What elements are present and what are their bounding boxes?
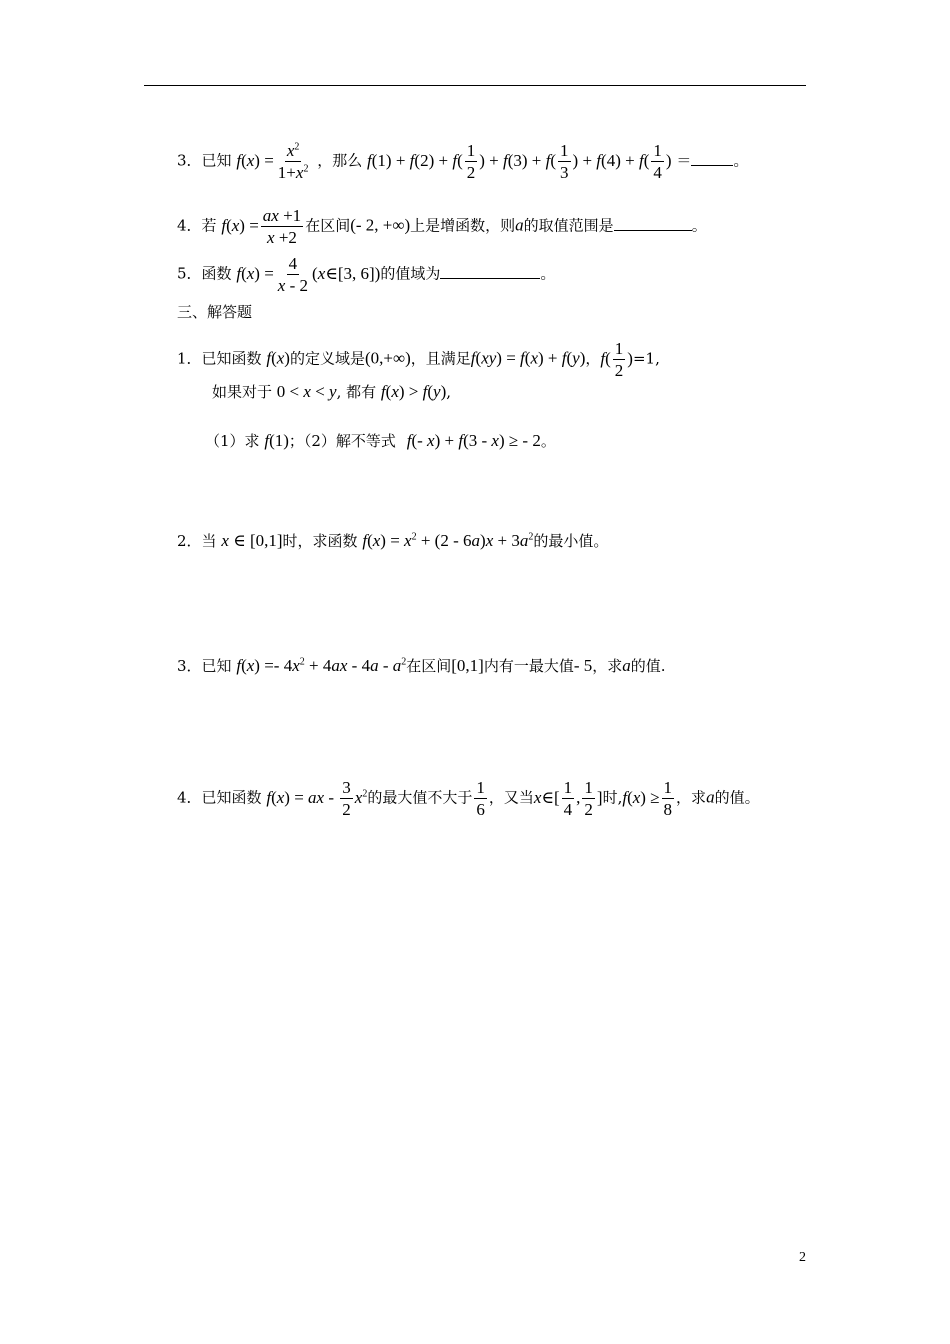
formula: $\frac{1}{6}$ — [476, 778, 485, 820]
item-text: ；（2）解不等式 — [288, 432, 396, 450]
item-text: ， — [585, 349, 601, 368]
item-text: 。 — [540, 432, 556, 450]
formula: - 5 — [573, 656, 593, 675]
item-number: 5． — [177, 264, 202, 283]
problem-1-line-3 — [205, 430, 556, 451]
item-text: 内有一最大值 — [483, 657, 574, 675]
item-text: 若 — [201, 216, 217, 235]
formula-fx: f(x) = $\frac{ax +1}{x +2}$ — [221, 206, 302, 248]
formula-a: a — [515, 215, 524, 235]
item-text: ＝ — [676, 151, 692, 170]
item-text: 函数 — [201, 264, 232, 283]
item-text: 。 — [540, 264, 556, 283]
problem-3 — [177, 655, 666, 676]
page-number: 2 — [799, 1250, 806, 1265]
problem-1-line-1 — [177, 338, 660, 382]
item-number: 2． — [177, 532, 202, 550]
item-text: 已知 — [201, 657, 232, 675]
item-text: 的值域为 — [380, 264, 441, 283]
formula: x∈[ $\frac{1}{4}$ , $\frac{1}{2}$ ] — [533, 778, 603, 820]
item-text: 时，求函数 — [282, 532, 358, 550]
formula-sum: f(1) + f(2) + f( $\frac{1}{2}$ ) + f(3) + f( $\frac{1}{3}$ ) + f(4) + f( $\frac{1}{4}$ ) — [367, 141, 672, 183]
formula: f(xy) = f(x) + f(y) — [470, 348, 586, 368]
item-text: 的定义域是 — [289, 349, 365, 368]
item-text: 已知 — [201, 151, 232, 170]
item-text: , 都有 — [336, 383, 377, 401]
answer-blank[interactable] — [440, 277, 540, 279]
item-text: 。 — [733, 151, 749, 170]
formula: f( $\frac{1}{2}$ ) — [600, 339, 633, 381]
item-text: 如果对于 — [212, 383, 273, 401]
header-rule — [144, 85, 806, 86]
item-text: 已知函数 — [201, 788, 262, 807]
formula: (0,+∞) — [364, 348, 411, 368]
answer-blank[interactable] — [691, 164, 733, 166]
problem-4 — [177, 777, 760, 821]
item-text: , — [446, 383, 452, 401]
item-text: 。 — [691, 216, 707, 235]
item-text: 的值。 — [714, 788, 760, 807]
item-text: ，求 — [592, 657, 623, 675]
item-text: 已知函数 — [201, 349, 262, 368]
formula: f(x) = ax - $\frac{3}{2}$ $x^2$ — [266, 778, 368, 820]
item-text: 在区间 — [305, 216, 351, 235]
formula: [0,1] — [451, 656, 484, 675]
item-text: ，求 — [676, 788, 707, 807]
item-number: 3． — [177, 151, 202, 170]
item-text: 上是增函数，则 — [410, 216, 516, 235]
formula: 0 < x < y — [276, 382, 337, 401]
item-number: 3． — [177, 657, 202, 675]
formula: f(x) > f(y) — [380, 382, 447, 401]
formula-interval: (- 2, +∞) — [350, 215, 411, 235]
answer-blank[interactable] — [614, 229, 692, 231]
formula: $f(x) =- 4x^2 + 4ax - 4a - a^2$ — [236, 656, 407, 675]
item-text: 时, — [602, 788, 623, 807]
formula-a: a — [706, 787, 715, 807]
section-heading: 三、解答题 — [177, 303, 253, 321]
item-text: =1, — [632, 349, 660, 368]
formula-a: a — [622, 656, 631, 675]
formula-fx: f(x) = $\frac{4}{x - 2}$ (x∈[3, 6]) — [236, 254, 381, 296]
item-text: ，那么 — [317, 151, 363, 170]
item-text: 当 — [201, 532, 217, 550]
formula-fx: f(x) = $\frac{x^2}{1+x^2}$ — [236, 141, 309, 183]
item-text: 的取值范围是 — [523, 216, 614, 235]
formula: f(- x) + f(3 - x) ≥ - 2 — [406, 431, 541, 450]
item-text: ，且满足 — [410, 349, 471, 368]
item-number: 4． — [177, 216, 202, 235]
item-text: ，又当 — [488, 788, 534, 807]
item-text: （1）求 — [205, 432, 260, 450]
problem-1-line-2 — [212, 381, 451, 402]
item-number: 4． — [177, 788, 202, 807]
item-text: 在区间 — [406, 657, 452, 675]
fill-item-4 — [177, 205, 707, 249]
problem-2 — [177, 530, 608, 551]
formula: f(1) — [264, 431, 289, 450]
formula: x ∈ [0,1] — [221, 531, 283, 550]
item-text: 的值. — [630, 657, 666, 675]
fill-item-3 — [177, 140, 748, 184]
item-text: 的最小值。 — [533, 532, 609, 550]
fill-item-5 — [177, 253, 555, 297]
formula: $f(x) = x^2 + (2 - 6a)x + 3a^2$ — [362, 531, 534, 550]
item-text: 的最大值不大于 — [367, 788, 473, 807]
formula: f(x) — [266, 348, 290, 368]
item-number: 1． — [177, 349, 202, 368]
formula: f(x) ≥ $\frac{1}{8}$ — [622, 778, 673, 820]
